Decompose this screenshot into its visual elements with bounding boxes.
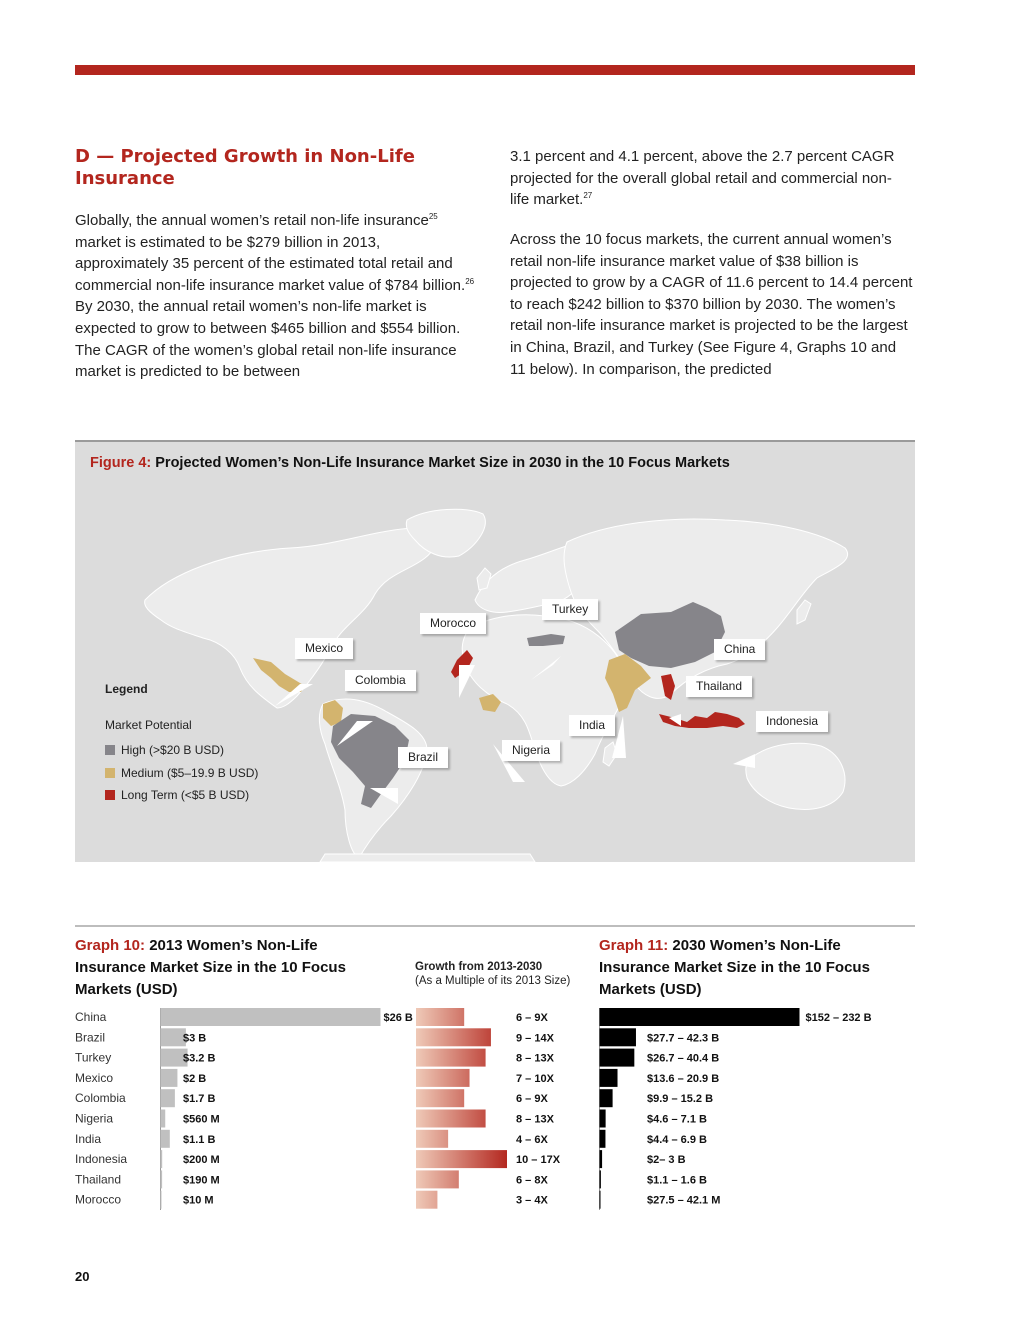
- brazil-callout: Brazil: [398, 747, 448, 768]
- country-label-india: India: [75, 1131, 102, 1146]
- paragraph-2-text: 3.1 percent and 4.1 percent, above the 2.7 percent CAGR projected for the overall global retail and commercial non-life market.: [510, 148, 895, 209]
- country-label-nigeria: Nigeria: [75, 1111, 114, 1126]
- indonesia-callout: Indonesia: [756, 711, 828, 732]
- graph-11-value-turkey: $26.7 – 40.4 B: [647, 1052, 720, 1065]
- growth-value-turkey: 8 – 13X: [516, 1052, 554, 1065]
- country-label-turkey: Turkey: [75, 1050, 112, 1065]
- graph-10-bar-nigeria: [161, 1110, 166, 1128]
- growth-subtitle: (As a Multiple of its 2013 Size): [415, 975, 571, 987]
- graph-11-value-india: $4.4 – 6.9 B: [647, 1133, 707, 1146]
- country-label-indonesia: Indonesia: [75, 1152, 128, 1167]
- graph-11-bar-thailand: [600, 1170, 601, 1188]
- graph-10-value-india: $1.1 B: [183, 1133, 216, 1146]
- graph-10-value-colombia: $1.7 B: [183, 1093, 216, 1106]
- graph-11-bar-morocco: [600, 1191, 601, 1209]
- country-label-morocco: Morocco: [75, 1192, 122, 1207]
- graph-11-value-brazil: $27.7 – 42.3 B: [647, 1032, 720, 1045]
- colombia-callout: Colombia: [345, 670, 416, 691]
- paragraph-1-text-b: market is estimated to be $279 billion in 2013, approximately 35 percent of the estimated total retail and commercial non-life insurance market value of $784 billion.: [75, 233, 466, 294]
- growth-bar-thailand: [416, 1170, 459, 1188]
- footnote-ref-27: 27: [583, 191, 593, 201]
- footnote-ref-26: 26: [465, 276, 475, 286]
- growth-bar-india: [416, 1130, 448, 1148]
- graph-11-value-nigeria: $4.6 – 7.1 B: [647, 1113, 707, 1126]
- thailand-callout: Thailand: [686, 676, 752, 697]
- graph-10-value-brazil: $3 B: [183, 1032, 207, 1045]
- growth-bar-china: [416, 1008, 464, 1026]
- legend-label-medium: Medium ($5–19.9 B USD): [121, 765, 259, 780]
- graph-11-label: Graph 11:: [599, 937, 669, 954]
- graph-11-bar-nigeria: [600, 1110, 606, 1128]
- graph-11-value-indonesia: $2– 3 B: [647, 1154, 686, 1167]
- graph-11-bar-mexico: [600, 1069, 618, 1087]
- graph-11-bar-indonesia: [600, 1150, 603, 1168]
- graph-10-value-nigeria: $560 M: [183, 1113, 220, 1126]
- graph-10-value-mexico: $2 B: [183, 1072, 207, 1085]
- growth-value-india: 4 – 6X: [516, 1133, 548, 1146]
- nigeria-callout: Nigeria: [502, 740, 560, 761]
- growth-bar-brazil: [416, 1028, 491, 1046]
- country-label-china: China: [75, 1010, 107, 1024]
- graph-10-value-turkey: $3.2 B: [183, 1052, 216, 1065]
- graph-11-value-china: $152 – 232 B: [805, 1012, 872, 1024]
- graph-11-bar-brazil: [600, 1028, 636, 1046]
- graph-11-bar-colombia: [600, 1089, 613, 1107]
- page-number: 20: [75, 1269, 90, 1284]
- graph-11-title-text: 2030 Women’s Non-Life Insurance Market Size in the 10 Focus Markets (USD): [599, 937, 870, 998]
- growth-bar-turkey: [416, 1049, 486, 1067]
- graph-11-value-colombia: $9.9 – 15.2 B: [647, 1093, 714, 1106]
- graph-10-bar-indonesia: [161, 1150, 163, 1168]
- graph-11-value-mexico: $13.6 – 20.9 B: [647, 1072, 720, 1085]
- graph-10-value-thailand: $190 M: [183, 1174, 220, 1187]
- china-callout: China: [714, 639, 765, 660]
- country-label-brazil: Brazil: [75, 1030, 106, 1045]
- growth-bar-colombia: [416, 1089, 464, 1107]
- graph-11-bar-india: [600, 1130, 606, 1148]
- mexico-callout: Mexico: [295, 638, 353, 659]
- country-label-colombia: Colombia: [75, 1091, 126, 1106]
- growth-bar-indonesia: [416, 1150, 507, 1168]
- footnote-ref-25: 25: [428, 212, 438, 221]
- graph-10-title-text: 2013 Women’s Non-Life Insurance Market Size in the 10 Focus Markets (USD): [75, 937, 346, 998]
- growth-value-indonesia: 10 – 17X: [516, 1154, 561, 1167]
- growth-bar-nigeria: [416, 1110, 486, 1128]
- graph-10-bar-india: [161, 1130, 170, 1148]
- graph-10-bar-china: [161, 1008, 381, 1026]
- graph-10-value-morocco: $10 M: [183, 1194, 214, 1207]
- growth-bar-mexico: [416, 1069, 470, 1087]
- graph-10-bar-colombia: [161, 1089, 175, 1107]
- india-callout: India: [569, 715, 615, 736]
- graph-11-bar-china: [600, 1008, 800, 1026]
- growth-value-nigeria: 8 – 13X: [516, 1113, 554, 1126]
- graph-10-bar-thailand: [161, 1170, 163, 1188]
- figure-title-text: Projected Women’s Non-Life Insurance Market Size in 2030 in the 10 Focus Markets: [155, 455, 730, 471]
- graph-10-bar-morocco: [161, 1191, 162, 1209]
- paragraph-1-text-c: By 2030, the annual retail women’s non-life market is expected to grow to between $465 billion and $554 billion. The CAGR of the women’s global retail non-life insurance market is predicted to be between: [75, 298, 461, 381]
- turkey-callout: Turkey: [542, 599, 598, 620]
- graph-10-label: Graph 10:: [75, 937, 146, 954]
- growth-value-mexico: 7 – 10X: [516, 1072, 554, 1085]
- graph-11-value-morocco: $27.5 – 42.1 M: [647, 1194, 721, 1207]
- section-heading: D — Projected Growth in Non-Life Insurance: [75, 146, 415, 189]
- graph-10-value-china: $26 B: [383, 1012, 413, 1024]
- graph-10-value-indonesia: $200 M: [183, 1154, 220, 1167]
- figure-label: Figure 4:: [90, 455, 152, 471]
- growth-value-china: 6 – 9X: [516, 1012, 548, 1024]
- graph-11-value-thailand: $1.1 – 1.6 B: [647, 1174, 707, 1187]
- legend-title: Legend: [105, 682, 148, 696]
- graph-11-bar-turkey: [600, 1049, 635, 1067]
- growth-bar-morocco: [416, 1191, 437, 1209]
- growth-value-brazil: 9 – 14X: [516, 1032, 554, 1045]
- morocco-callout: Morocco: [420, 613, 486, 634]
- legend-subtitle: Market Potential: [105, 718, 192, 732]
- growth-value-morocco: 3 – 4X: [516, 1194, 548, 1207]
- paragraph-1-text-a: Globally, the annual women’s retail non-life insurance: [75, 212, 429, 229]
- graph-10-bar-mexico: [161, 1069, 178, 1087]
- growth-title-text: Growth from 2013-2030: [415, 961, 543, 973]
- paragraph-3: Across the 10 focus markets, the current annual women’s retail non-life insurance market value of $38 billion is projected to grow by a CAGR of 11.6 percent to 14.4 percent to reach $242 billion to $370 billion by 2030. The women’s retail non-life insurance market is projected to be the largest in China, Brazil, and Turkey (See Figure 4, Graphs 10 and 11 below). In comparison, the predicted: [510, 231, 913, 378]
- country-label-thailand: Thailand: [75, 1172, 122, 1187]
- country-label-mexico: Mexico: [75, 1070, 114, 1085]
- growth-value-thailand: 6 – 8X: [516, 1174, 548, 1187]
- legend-label-high: High (>$20 B USD): [121, 743, 225, 758]
- growth-value-colombia: 6 – 9X: [516, 1093, 548, 1106]
- legend-label-long-term: Long Term (<$5 B USD): [121, 788, 250, 803]
